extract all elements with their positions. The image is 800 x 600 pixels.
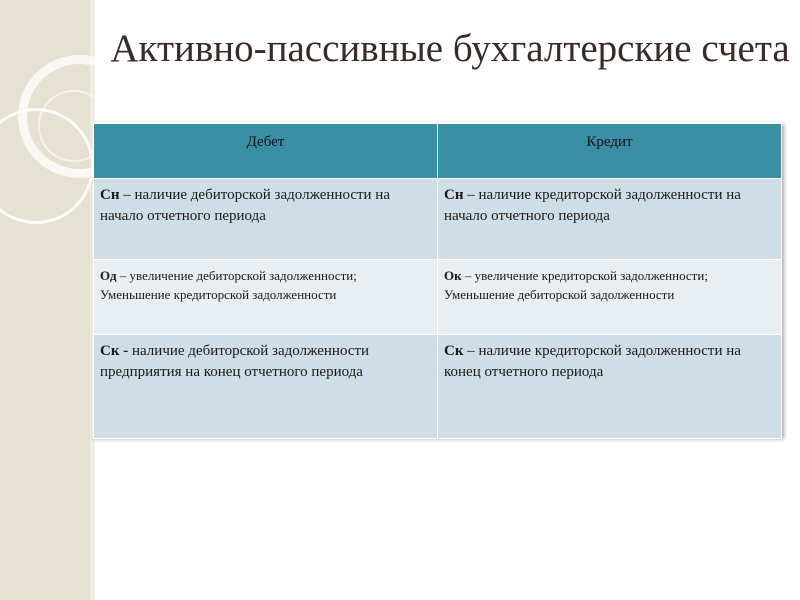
cell-term: Сн bbox=[444, 187, 464, 203]
cell-term: Од bbox=[100, 268, 117, 283]
decorative-side-band bbox=[0, 0, 95, 600]
cell-term: Ск bbox=[444, 343, 464, 359]
cell-text: – наличие кредиторской задолженности на начало отчетного периода bbox=[444, 187, 741, 224]
table-header-row bbox=[94, 124, 782, 179]
accounts-table bbox=[93, 123, 782, 439]
cell-text: – увеличение дебиторской задолженности; bbox=[116, 268, 357, 283]
cell-term: Ок bbox=[444, 268, 462, 283]
cell-debit-closing bbox=[94, 335, 438, 439]
table-row bbox=[94, 335, 782, 439]
cell-text-extra: Уменьшение дебиторской задолженности bbox=[444, 287, 675, 302]
cell-text: – наличие дебиторской задолженности на начало отчетного периода bbox=[100, 187, 390, 224]
cell-credit-opening bbox=[438, 179, 782, 260]
header-credit: Кредит bbox=[438, 124, 782, 179]
cell-text: наличие дебиторской задолженности предприятия на конец отчетного периода bbox=[100, 343, 370, 380]
cell-credit-turnover bbox=[438, 260, 782, 335]
cell-term: Сн bbox=[100, 187, 120, 203]
cell-text: – увеличение кредиторской задолженности; bbox=[461, 268, 708, 283]
cell-debit-opening bbox=[94, 179, 438, 260]
table-row bbox=[94, 179, 782, 260]
cell-credit-closing bbox=[438, 335, 782, 439]
cell-text-extra: Уменьшение кредиторской задолженности bbox=[100, 287, 337, 302]
cell-text: – наличие кредиторской задолженности на конец отчетного периода bbox=[444, 343, 741, 380]
cell-debit-turnover bbox=[94, 260, 438, 335]
cell-term: Ск - bbox=[100, 343, 129, 359]
header-debit: Дебет bbox=[94, 124, 438, 179]
table-row bbox=[94, 260, 782, 335]
slide-title: Активно-пассивные бухгалтерские счета bbox=[110, 27, 790, 70]
